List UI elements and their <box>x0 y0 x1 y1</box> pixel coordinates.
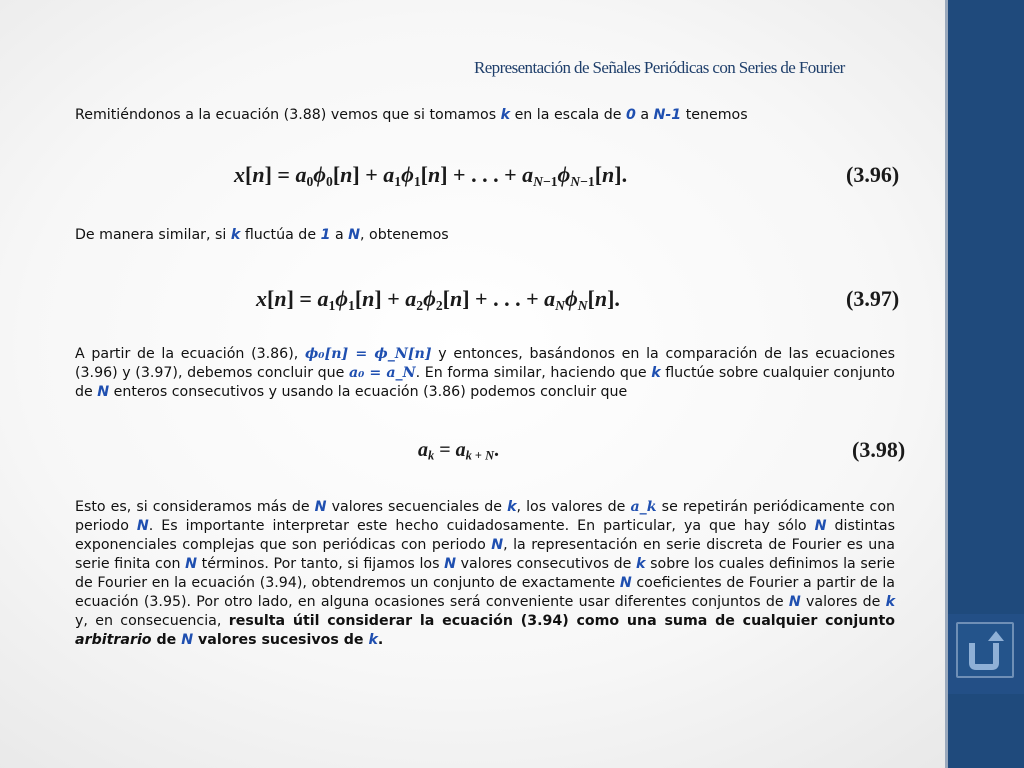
text: se repetirán periódicamente con periodo <box>75 499 895 534</box>
equation-3-98: $a_k = a_{k + N}$. <box>418 439 500 463</box>
var-n: N <box>619 575 632 591</box>
paragraph-interpretation <box>75 498 895 650</box>
var-zero: 0 <box>625 107 636 123</box>
var-n: N <box>788 594 801 610</box>
return-button[interactable] <box>956 622 1014 678</box>
text: y, en consecuencia, <box>75 613 229 629</box>
var-n: N <box>136 518 149 534</box>
text: términos. Por tanto, si fijamos los <box>197 556 445 572</box>
text: . Es importante interpretar este hecho cuidadosamente. En particular, ya que hay sólo <box>148 518 815 534</box>
paragraph-intro <box>75 106 895 125</box>
text: a <box>330 227 349 243</box>
text: fluctúa de <box>240 227 321 243</box>
text: sobre los cuales definimos la serie de Fourier en la ecuación (3.94), obtendremos un conjunto de exactamente <box>75 556 895 591</box>
var-n: N <box>491 537 504 553</box>
text: valores secuenciales de <box>326 499 508 515</box>
var-k: k <box>368 632 378 648</box>
var-n-minus-1: N-1 <box>653 107 682 123</box>
var-one: 1 <box>320 227 331 243</box>
text: coeficientes de Fourier a partir de la ecuación (3.95). Por otro lado, en alguna ocasiones será conveniente usar diferentes conjuntos de <box>75 575 895 610</box>
var-n: N <box>444 556 457 572</box>
var-k: k <box>507 499 517 515</box>
text: De manera similar, si <box>75 227 231 243</box>
text-emphasis: valores sucesivos de <box>193 632 369 648</box>
paragraph-comparison <box>75 345 895 402</box>
text-emphasis: de <box>151 632 182 648</box>
text: a <box>635 107 654 123</box>
text: fluctúe sobre cualquier conjunto de <box>75 365 895 400</box>
math-inline: a_k <box>630 499 657 515</box>
equation-3-96: $x[n] = a_0\phi_0[n] + a_1\phi_1[n]$ + . . . + $a_{N-1}\phi_{N-1}[n]$. <box>234 162 628 190</box>
text: tenemos <box>681 107 748 123</box>
text: , la representación en serie discreta de Fourier es una serie finita con <box>75 537 895 572</box>
equation-number: (3.97) <box>846 286 900 311</box>
equation-number: (3.98) <box>852 437 906 462</box>
var-n: N <box>314 499 327 515</box>
text: enteros consecutivos y usando la ecuación (3.86) podemos concluir que <box>109 384 628 400</box>
text: . En forma similar, haciendo que <box>415 365 652 381</box>
var-n: N <box>185 556 198 572</box>
var-k: k <box>651 365 661 381</box>
text: y entonces, basándonos en la comparación de las ecuaciones (3.96) y (3.97), debemos concluir que <box>75 346 895 381</box>
text: , los valores de <box>516 499 631 515</box>
var-k: k <box>230 227 241 243</box>
var-n: N <box>348 227 361 243</box>
equation-number: (3.96) <box>846 162 900 187</box>
math-inline: ϕ₀[n] = ϕ_N[n] <box>304 346 432 362</box>
sidebar <box>948 0 1024 768</box>
var-n: N <box>814 518 827 534</box>
text: valores consecutivos de <box>456 556 637 572</box>
text-emphasis: . <box>377 632 384 648</box>
var-n: N <box>181 632 194 648</box>
text-emphasis: arbitrario <box>75 632 152 648</box>
text: Remitiéndonos a la ecuación (3.88) vemos que si tomamos <box>75 107 501 123</box>
var-k: k <box>636 556 646 572</box>
return-arrow-icon <box>962 627 1008 673</box>
text: valores de <box>800 594 886 610</box>
text: , obtenemos <box>360 227 449 243</box>
text: Esto es, si consideramos más de <box>75 499 315 515</box>
text: en la escala de <box>510 107 626 123</box>
text: A partir de la ecuación (3.86), <box>75 346 305 362</box>
var-k: k <box>500 107 511 123</box>
math-inline: a₀ = a_N <box>348 365 416 381</box>
equation-3-97: $x[n] = a_1\phi_1[n] + a_2\phi_2[n]$ + . . . + $a_N\phi_N[n]$. <box>256 286 620 314</box>
text: distintas exponenciales complejas que son periódicas con periodo <box>75 518 896 553</box>
sidebar-button-band <box>948 614 1024 694</box>
var-k: k <box>885 594 895 610</box>
paragraph-similar <box>75 226 895 245</box>
text-emphasis: resulta útil considerar la ecuación (3.94) como una suma de cualquier conjunto <box>228 613 895 629</box>
slide-title: Representación de Señales Periódicas con Series de Fourier <box>474 58 845 77</box>
var-n: N <box>97 384 110 400</box>
